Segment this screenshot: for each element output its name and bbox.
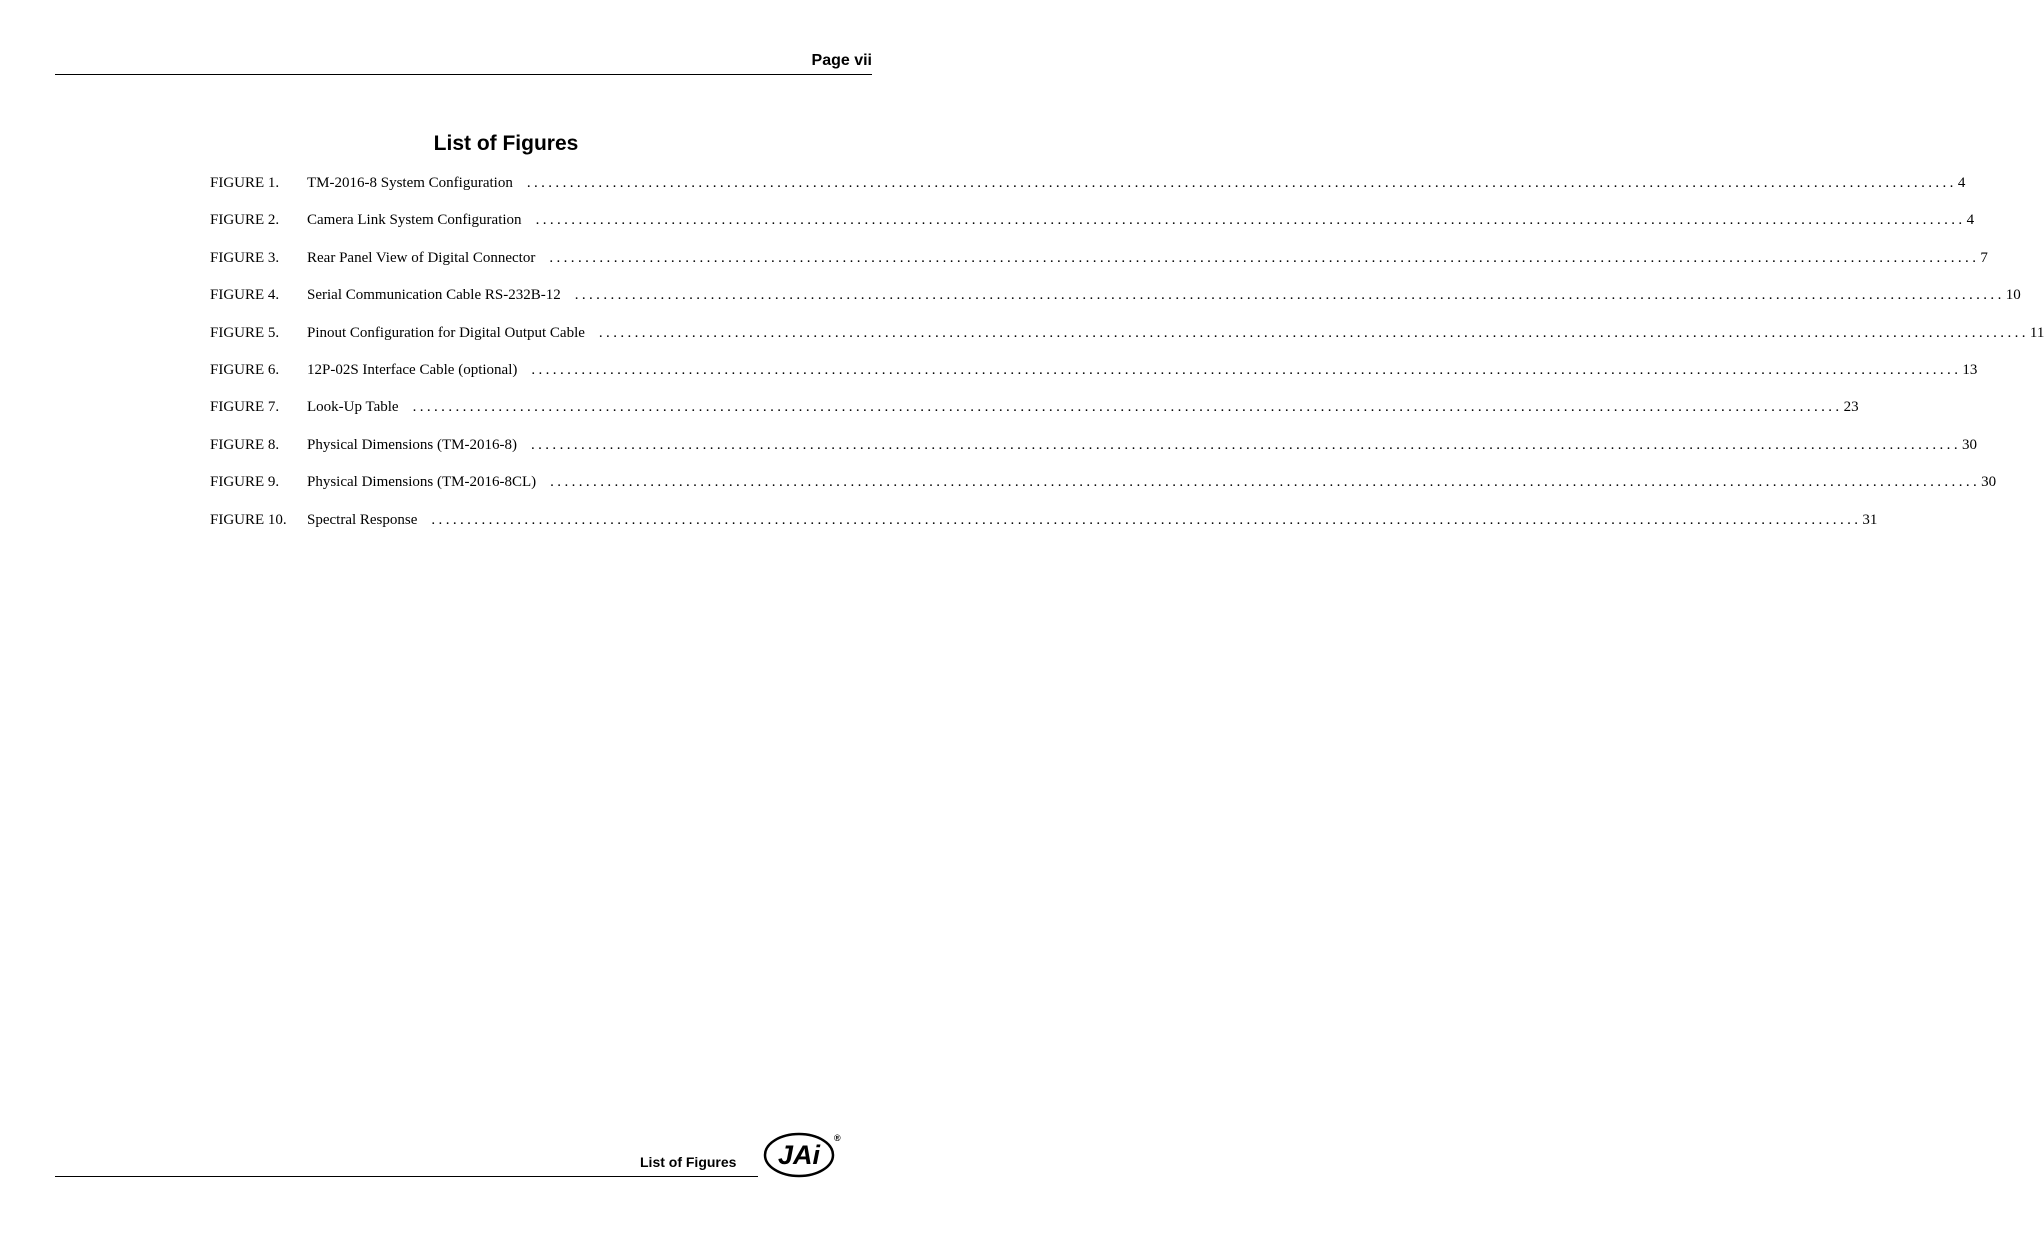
figure-title: Rear Panel View of Digital Connector [307,249,536,266]
figure-page-number: 11 [2029,324,2044,341]
figure-entry[interactable] [210,211,1975,248]
figure-entry[interactable] [210,286,2021,323]
figure-entry[interactable] [210,398,1859,435]
figure-entry[interactable] [210,361,1978,398]
figure-entry[interactable] [210,473,1997,510]
footer-divider [55,1176,758,1177]
figure-title: Physical Dimensions (TM-2016-8CL) [307,474,537,491]
page-number: Page vii [811,52,872,69]
figure-page-number: 13 [1962,361,1978,378]
figure-title: Spectral Response [307,511,418,528]
dot-leader: ........................................................................................................................................................................................................ [549,249,1980,266]
figure-title: Look-Up Table [307,399,399,416]
dot-leader: ........................................................................................................................................................................................................ [535,212,1966,229]
dot-leader: ........................................................................................................................................................................................................ [531,361,1962,378]
dot-leader: ........................................................................................................................................................................................................ [598,324,2029,341]
figure-label: FIGURE 5. [210,324,280,341]
figure-title: TM-2016-8 System Configuration [307,175,513,191]
figure-page-number: 30 [1961,436,1977,453]
figure-title: Serial Communication Cable RS-232B-12 [307,287,561,304]
figure-entry[interactable] [210,324,2044,361]
dot-leader: ........................................................................................................................................................................................................ [530,436,1961,453]
jai-logo-icon [762,1129,844,1179]
figure-list [210,174,2044,548]
figure-entry[interactable] [210,174,1966,211]
figure-title: Pinout Configuration for Digital Output Cable [307,324,585,341]
dot-leader: ........................................................................................................................................................................................................ [412,399,1843,416]
figure-entry[interactable] [210,436,1977,473]
figure-label: FIGURE 7. [210,399,280,416]
dot-leader: ........................................................................................................................................................................................................ [431,511,1862,528]
registered-mark: ® [834,1133,841,1143]
footer-section-label: List of Figures [640,1154,737,1170]
figure-label: FIGURE 8. [210,436,280,453]
figure-label: FIGURE 10. [210,511,287,528]
dot-leader: ........................................................................................................................................................................................................ [574,287,2005,304]
figure-page-number: 30 [1981,474,1997,491]
dot-leader: ........................................................................................................................................................................................................ [526,175,1957,191]
figure-label: FIGURE 2. [210,212,280,229]
figure-page-number: 4 [1966,212,1975,229]
logo-text: JAi [777,1140,821,1170]
figure-page-number: 23 [1843,399,1859,416]
figure-page-number: 31 [1862,511,1878,528]
figure-page-number: 4 [1957,175,1966,191]
figure-entry[interactable] [210,249,1988,286]
figure-title: Camera Link System Configuration [307,212,522,229]
figure-label: FIGURE 3. [210,249,280,266]
figure-label: FIGURE 1. [210,175,280,191]
figure-page-number: 7 [1980,249,1988,266]
figure-label: FIGURE 4. [210,287,280,304]
figure-label: FIGURE 9. [210,474,280,491]
dot-leader: ........................................................................................................................................................................................................ [550,474,1981,491]
figure-title: 12P-02S Interface Cable (optional) [307,361,518,378]
figure-label: FIGURE 6. [210,361,280,378]
figure-title: Physical Dimensions (TM-2016-8) [307,436,517,453]
header-divider [55,74,872,75]
figure-entry[interactable] [210,511,1878,548]
figure-page-number: 10 [2005,287,2021,304]
page-title: List of Figures [433,132,579,155]
